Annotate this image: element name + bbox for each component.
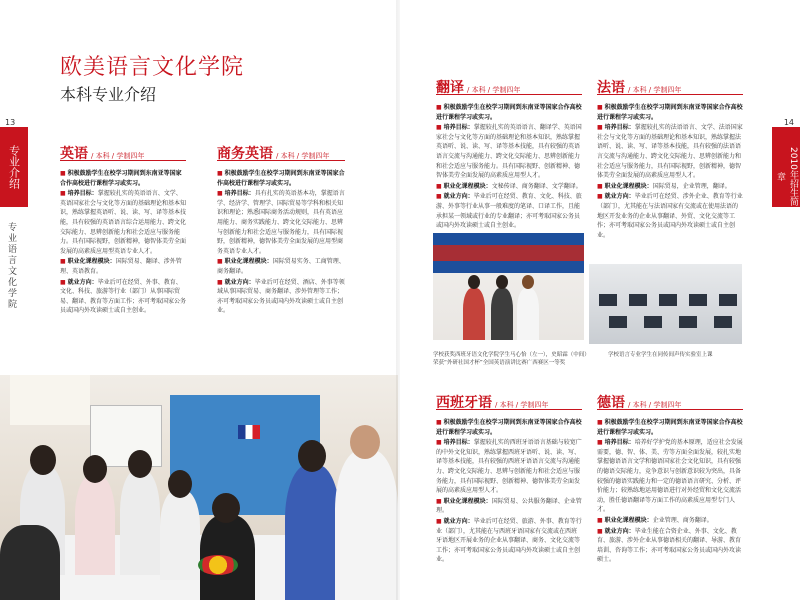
student	[0, 525, 60, 600]
module-label: 职业化课程模块：	[604, 516, 653, 524]
career-label: 就业方向：	[224, 278, 255, 286]
section-title: 翻译	[436, 80, 464, 96]
section-translation	[436, 77, 582, 232]
bullet-icon: ■	[436, 497, 442, 505]
bullet-icon: ■	[60, 170, 66, 177]
section-header	[597, 392, 743, 412]
bullet-icon: ■	[60, 258, 66, 266]
bullet-icon: ■	[597, 182, 603, 190]
career-text: 毕业后可在经贸、酒店、外事等领域从事国际贸易、商务翻译、涉外管理等工作；亦可考取国家公务员或国内外攻读硕士或自主创业。	[217, 278, 345, 315]
divider	[436, 94, 582, 95]
training-text: 掌握较扎实的英语语言、文学、英语国家社会与文化等方面的基础理论和基本知识，熟练掌握英语听、说、读、写、译等基本技能，具有较强的英语语言综合运用能力、跨文化交际能力、思辨创新能力和社会适应与服务能力。具有国际视野，创新精神，德智体美劳全面发展的高素质应用型英语专业人才。	[60, 190, 187, 255]
student-head	[298, 440, 326, 472]
module-text: 国际贸易、翻译、涉外管理、英语教育。	[60, 258, 182, 275]
section-french	[597, 77, 743, 241]
classroom-photo	[0, 375, 398, 600]
goal-title: 积极鼓励学生在校学习期间到东南亚等国家合作高校进行课程学习或实习。	[597, 104, 743, 121]
section-title: 德语	[597, 395, 625, 411]
section-body	[60, 169, 186, 316]
side-tab-right	[772, 127, 800, 207]
career-text: 毕业后可在经贸、教育、文化、科技、旅游、外事等行业从事一般难度的笔译、口译工作，且能承担某一领域或行业的专业翻译；亦可考取国家公务员或国内外攻读硕士或自主创业。	[436, 193, 582, 230]
bullet-icon: ■	[436, 182, 442, 190]
career-label: 就业方向：	[604, 193, 635, 201]
side-tab-right-label: 2010年招生简章	[775, 146, 798, 206]
student-head	[168, 470, 192, 498]
career-text: 毕业后可在经贸、旅游、外事、教育等行业（部门），尤其能在与西班牙语国家有交流或在西班牙语地区开展业务的企业从事翻译、商务、文化交流等工作；亦可考取国家公务员或国内外攻读硕士或自主创业。	[436, 517, 582, 564]
student	[75, 475, 115, 575]
module-text: 国际贸易、公共服务翻译、企业管理。	[436, 497, 582, 515]
divider	[60, 160, 186, 161]
bullet-icon: ■	[597, 439, 603, 447]
section-subtitle: / 本科 / 学制四年	[467, 86, 521, 94]
module-label: 职业化课程模块：	[443, 182, 492, 190]
window	[10, 375, 90, 425]
bullet-icon: ■	[597, 124, 603, 132]
bullet-icon: ■	[436, 124, 442, 132]
bullet-icon: ■	[597, 419, 603, 426]
section-subtitle: / 本科 / 学制四年	[628, 401, 682, 409]
training-text: 具有扎实的英语基本功，掌握语言学、经济学、管理学、国际贸易等学科和相关知识和理论；熟悉国际商务活动规则，具有英语应用能力、商务实践能力、跨文化交际能力、思辨与创新能力和社会适应与服务能力，具有国际视野，创新精神，德智体美劳全面发展的应用型商务英语专业人才。	[217, 190, 345, 255]
bullet-icon: ■	[436, 104, 442, 111]
section-subtitle: / 本科 / 学制四年	[495, 401, 549, 409]
page-title: 欧美语言文化学院	[60, 55, 245, 80]
bullet-icon: ■	[597, 516, 603, 524]
section-subtitle: / 本科 / 学制四年	[276, 152, 330, 160]
bullet-icon: ■	[597, 527, 603, 535]
module-text: 文秘传译、商务翻译、文学翻译。	[491, 182, 582, 190]
module-label: 职业化课程模块：	[443, 497, 492, 505]
person	[491, 288, 513, 340]
page-subtitle: 本科专业介绍	[60, 85, 157, 104]
section-title: 法语	[597, 80, 625, 96]
goal-title: 积极鼓励学生在校学习期间到东南亚等国家合作高校进行课程学习或实习。	[60, 170, 182, 187]
module-text: 国际贸易实务、工商管理、商务翻译。	[217, 258, 345, 275]
monitor-icon	[629, 294, 647, 306]
section-title: 英语	[60, 146, 88, 162]
module-label: 职业化课程模块：	[604, 182, 653, 190]
training-label: 培养目标：	[443, 439, 474, 447]
student	[285, 465, 340, 600]
monitor-icon	[659, 294, 677, 306]
monitor-icon	[689, 294, 707, 306]
monitor-icon	[719, 294, 737, 306]
training-label: 培养目标：	[224, 190, 255, 198]
section-german	[597, 392, 743, 566]
monitor-icon	[714, 316, 732, 328]
career-text: 毕业生能在合资企业、外事、文化、教育、旅游、涉外企业从事德语相关的翻译、导游、教育培训、咨询等工作；亦可考取国家公务员或国内外攻读硕士。	[597, 527, 742, 564]
divider	[597, 94, 743, 95]
career-text: 毕业后可在经贸、外事、教育、文化、科技、旅游等行业（部门）从事国际贸易、翻译、教育等方面工作；亦可考取国家公务员或国内外攻读硕士或自主创业。	[60, 278, 187, 315]
section-title: 西班牙语	[436, 395, 492, 411]
vertical-caption: 专业语言文化学院	[6, 222, 16, 310]
section-subtitle: / 本科 / 学制四年	[628, 86, 682, 94]
training-label: 培养目标：	[604, 124, 635, 132]
section-spanish	[436, 392, 582, 566]
career-label: 就业方向：	[443, 517, 474, 525]
monitor-icon	[679, 316, 697, 328]
monitor-icon	[644, 316, 662, 328]
bullet-icon: ■	[217, 190, 223, 198]
career-text: 毕业后可在经贸、涉外企业、教育等行业（部门），尤其能在与法语国家有交流或在使用法语的地区开发业务的企业从事翻译、外贸、文化交流等工作；亦可考取国家公务员或国内外攻读硕士或自主创业。	[597, 193, 743, 239]
person	[517, 288, 539, 340]
person-head	[522, 275, 534, 289]
training-text: 掌握较扎实的西班牙语语言基础与较宽广的中外文化知识，熟练掌握西班牙语听、说、读、写、译等基本技能，具有较强的西班牙语语言交流与沟通能力、跨文化交际能力、思辨与创新能力和社会适应与服务能力，具有国际视野、创新精神、德智体美劳全面发展的高素质应用型人才。	[436, 439, 582, 495]
side-tab-left-label: 专业介绍	[7, 145, 21, 189]
event-banner-stripe	[433, 245, 584, 261]
section-business-english	[217, 143, 345, 317]
bullet-icon: ■	[60, 278, 66, 286]
bullet-icon: ■	[436, 517, 442, 525]
training-text: 掌握较扎实的法语语言、文学、法语国家社会与文化等方面的基础理论和基本知识，熟练掌握法语听、说、读、写、译等基本技能，具有较强的法语语言交流与沟通能力、跨文化交际能力、思辨创新能力和社会适应与服务能力，具有国际视野，创新精神，德智体美劳全面发展的高素质应用型人才。	[597, 124, 743, 180]
award-photo	[433, 233, 584, 340]
divider	[597, 409, 743, 410]
page-number-right: 14	[783, 118, 794, 127]
section-header	[436, 77, 582, 97]
bullet-icon: ■	[436, 419, 442, 426]
training-label: 培养目标：	[443, 124, 474, 132]
training-text: 培养好学护党的基本原理，适应社会发展需要，德、智、体、美、劳等方面全面发展，较扎实地掌握德语语言文学和德语国家社会文化知识，具有较强的德语交际能力，竞争意识与创新意识较为突出，具备较强的德语实践能力和一定的德语语言研究、分析、评价能力；较熟练地运用德语进行对外经贸和文化交流活动，胜任德语翻译等方面工作的高素质应用型专门人才。	[597, 439, 743, 514]
person	[463, 288, 485, 340]
training-text: 掌握较扎实的英语语言、翻译学、英语国家社会与文化等方面的基础理论和基本知识，熟练掌握英语听、说、读、写、译等基本技能，具有较强的英语语言交流与沟通能力、跨文化交际能力、思辨创新能力和社会适应与服务能力。具有国际视野、创新精神、德智体美劳全面发展的高素质应用型人才。	[436, 124, 582, 180]
career-label: 就业方向：	[443, 193, 474, 201]
bullet-icon: ■	[60, 190, 66, 198]
french-flag-icon	[238, 425, 260, 439]
goal-title: 积极鼓励学生在校学习期间到东南亚等国家合作高校进行课程学习或实习。	[436, 419, 582, 436]
flower-bouquet	[198, 555, 238, 575]
bullet-icon: ■	[597, 104, 603, 111]
goal-title: 积极鼓励学生在校学习期间到东南亚等国家合作高校进行课程学习或实习。	[436, 104, 582, 121]
bullet-icon: ■	[436, 439, 442, 447]
lab-photo-caption: 学校语言专业学生在同传间声传实验室上课	[608, 352, 713, 358]
section-header	[217, 143, 345, 163]
monitor-icon	[609, 316, 627, 328]
award-photo-caption: 学校获奖西班牙语文化学院学生马心怡（左一），史昭霖（中间）荣获“外研社国才杯”全国英语演讲比赛广西赛区一等奖	[433, 352, 588, 366]
student-head	[83, 455, 107, 483]
bullet-icon: ■	[217, 258, 223, 266]
person-head	[496, 275, 508, 289]
section-body	[597, 103, 743, 240]
bullet-icon: ■	[217, 278, 223, 286]
section-subtitle: / 本科 / 学制四年	[91, 152, 145, 160]
page-number-left: 13	[5, 118, 16, 127]
teacher-head	[350, 425, 380, 459]
teacher	[335, 450, 398, 600]
student-head	[128, 450, 152, 478]
student-head	[212, 493, 240, 523]
training-label: 培养目标：	[604, 439, 635, 447]
section-header	[597, 77, 743, 97]
section-title: 商务英语	[217, 146, 273, 162]
bullet-icon: ■	[597, 193, 603, 201]
goal-title: 积极鼓励学生在校学习期间到东南亚等国家合作高校进行课程学习或实习。	[597, 419, 743, 436]
student	[160, 490, 200, 580]
section-body	[217, 169, 345, 316]
section-header	[60, 143, 186, 163]
section-body	[436, 418, 582, 565]
module-text: 企业管理、商务翻译。	[652, 516, 713, 524]
side-tab-left	[0, 127, 28, 207]
monitor-icon	[599, 294, 617, 306]
section-english	[60, 143, 186, 317]
lab-photo	[589, 264, 742, 344]
module-label: 职业化课程模块：	[67, 258, 116, 266]
goal-title: 积极鼓励学生在校学习期间到东南亚等国家合作高校进行课程学习或实习。	[217, 170, 345, 187]
section-body	[597, 418, 743, 565]
module-label: 职业化课程模块：	[224, 258, 273, 266]
student-head	[30, 445, 56, 475]
module-text: 国际贸易，企业管理，翻译。	[652, 182, 731, 190]
divider	[217, 160, 345, 161]
training-label: 培养目标：	[67, 190, 98, 198]
person-head	[468, 275, 480, 289]
section-body	[436, 103, 582, 231]
student	[120, 470, 160, 575]
career-label: 就业方向：	[67, 278, 98, 286]
divider	[436, 409, 582, 410]
bullet-icon: ■	[436, 193, 442, 201]
bullet-icon: ■	[217, 170, 223, 177]
section-header	[436, 392, 582, 412]
career-label: 就业方向：	[604, 527, 635, 535]
